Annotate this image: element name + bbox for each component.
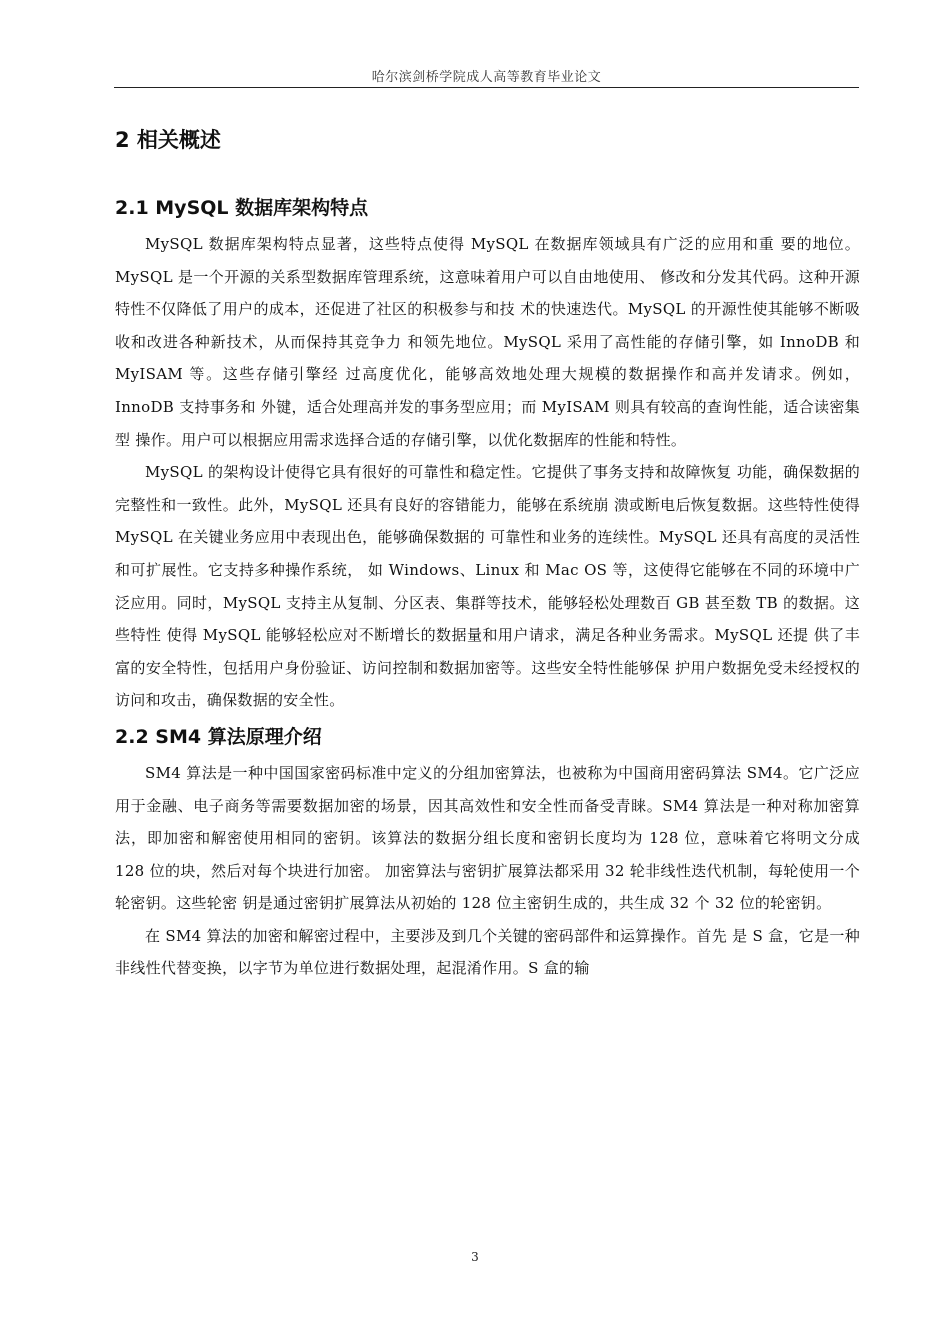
- section-heading-2-1: 2.1 MySQL 数据库架构特点: [115, 197, 369, 219]
- paragraph: SM4 算法是一种中国国家密码标准中定义的分组加密算法，也被称为中国商用密码算法 SM4。它广泛应用于金融、电子商务等需要数据加密的场景，因其高效性和安全性而备受青睐。SM4 算法是一种对称加密算法，即加密和解密使用相同的密钥。该算法的数据分组长度和密钥长度均为 128 位，意味着它将明文分成 128 位的块，然后对每个块进行加密。 加密算法与密钥扩展算法都采用 32 轮非线性迭代机制，每轮使用一个轮密钥。这些轮密 钥是通过密钥扩展算法从初始的 128 位主密钥生成的，共生成 32 个 32 位的轮密钥。: [115, 763, 860, 913]
- section-heading-2-2: 2.2 SM4 算法原理介绍: [115, 725, 322, 748]
- page-number: 3: [471, 1250, 479, 1264]
- header-rule: [114, 87, 859, 88]
- running-header: 哈尔滨剑桥学院成人高等教育毕业论文: [371, 70, 602, 85]
- paragraph: 在 SM4 算法的加密和解密过程中，主要涉及到几个关键的密码部件和运算操作。首先 是 S 盒，它是一种非线性代替变换，以字节为单位进行数据处理，起混淆作用。S 盒的输: [115, 926, 860, 978]
- chapter-title: 2 相关概述: [115, 128, 221, 152]
- page-body: [115, 118, 860, 985]
- paragraph: MySQL 数据库架构特点显著，这些特点使得 MySQL 在数据库领域具有广泛的应用和重 要的地位。MySQL 是一个开源的关系型数据库管理系统，这意味着用户可以自由地使用、 修改和分发其代码。这种开源特性不仅降低了用户的成本，还促进了社区的积极参与和技 术的快速迭代。MySQL 的开源性使其能够不断吸收和改进各种新技术，从而保持其竞争力 和领先地位。MySQL 采用了高性能的存储引擎，如 InnoDB 和 MyISAM 等。这些存储引擎经 过高度优化，能够高效地处理大规模的数据操作和高并发请求。例如，InnoDB 支持事务和 外键，适合处理高并发的事务型应用；而 MyISAM 则具有较高的查询性能，适合读密集型 操作。用户可以根据应用需求选择合适的存储引擎，以优化数据库的性能和特性。: [115, 235, 860, 449]
- paragraph: MySQL 的架构设计使得它具有很好的可靠性和稳定性。它提供了事务支持和故障恢复 功能，确保数据的完整性和一致性。此外，MySQL 还具有良好的容错能力，能够在系统崩 溃或断电后恢复数据。这些特性使得 MySQL 在关键业务应用中表现出色，能够确保数据的 可靠性和业务的连续性。MySQL 还具有高度的灵活性和可扩展性。它支持多种操作系统， 如 Windows、Linux 和 Mac OS 等，这使得它能够在不同的环境中广泛应用。同时，MySQL 支持主从复制、分区表、集群等技术，能够轻松处理数百 GB 甚至数 TB 的数据。这些特性 使得 MySQL 能够轻松应对不断增长的数据量和用户请求，满足各种业务需求。MySQL 还提 供了丰富的安全特性，包括用户身份验证、访问控制和数据加密等。这些安全特性能够保 护用户数据免受未经授权的访问和攻击，确保数据的安全性。: [115, 463, 860, 710]
